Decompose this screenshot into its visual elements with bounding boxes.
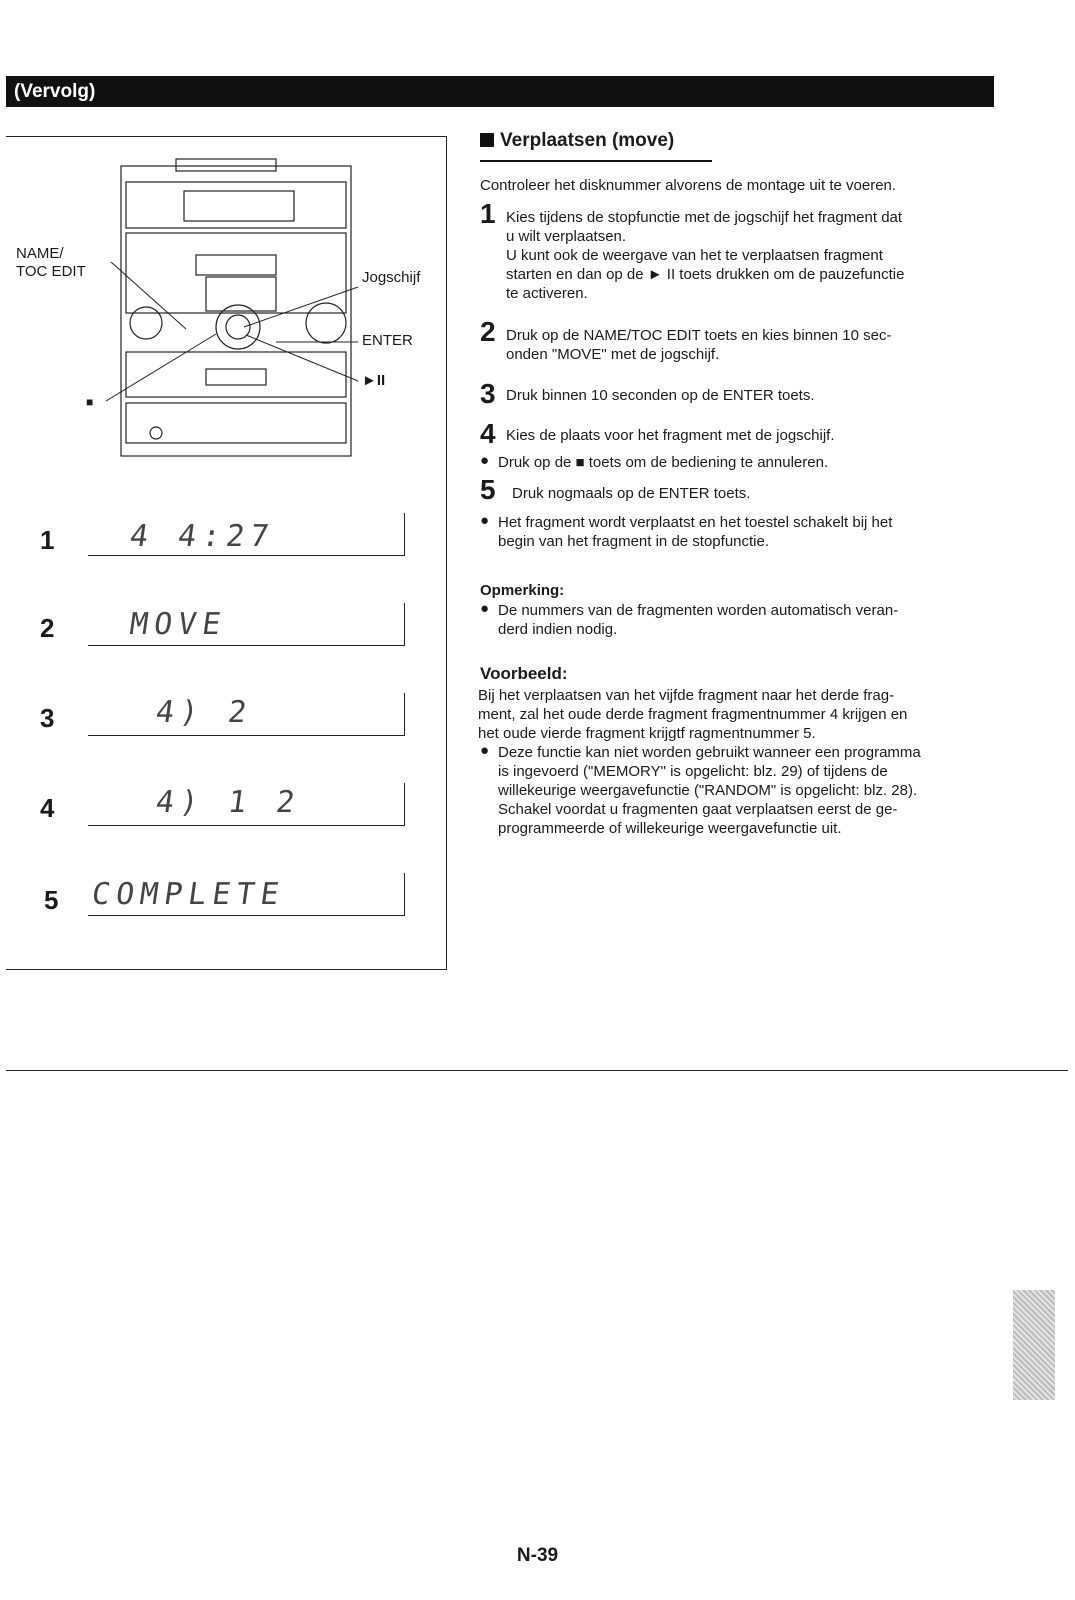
stop-label: ■ <box>86 395 94 409</box>
step-4-number: 4 <box>40 793 55 823</box>
example-bullet-icon: ● <box>480 742 490 759</box>
intro-text: Controleer het disknummer alvorens de montage uit te voeren. <box>480 177 897 194</box>
step-1-line-2: u wilt verplaatsen. <box>506 228 627 245</box>
note-title: Opmerking: <box>480 582 565 599</box>
step-3-num: 3 <box>480 378 496 409</box>
note-bullet-icon: ● <box>480 600 490 617</box>
square-icon <box>480 133 494 147</box>
step-3-display: 4) 2 <box>153 695 255 730</box>
note-line-2: derd indien nodig. <box>498 621 618 638</box>
step-2-num: 2 <box>480 316 496 347</box>
step-5-frame <box>88 873 405 916</box>
step-4-num: 4 <box>480 418 496 449</box>
step-2-number: 2 <box>40 613 55 643</box>
example-line-2: ment, zal het oude derde fragment fragmentnummer 4 krijgen en <box>478 706 908 723</box>
example-bullet-line-5: programmeerde of willekeurige weergavefunctie uit. <box>498 820 842 837</box>
section-title-underline <box>480 160 712 162</box>
name-toc-label-2: TOC EDIT <box>16 263 86 280</box>
example-line-1: Bij het verplaatsen van het vijfde fragment naar het derde frag- <box>478 687 895 704</box>
step-5-text: Druk nogmaals op de ENTER toets. <box>512 485 751 502</box>
step-1-line-1: Kies tijdens de stopfunctie met de jogschijf het fragment dat <box>506 209 903 226</box>
step-2-display: MOVE <box>127 607 229 642</box>
note-line-1: De nummers van de fragmenten worden automatisch veran- <box>498 602 899 619</box>
step-1-number: 1 <box>40 525 55 555</box>
jog-label: Jogschijf <box>362 269 421 286</box>
step-2-frame <box>88 603 405 646</box>
step-1-frame <box>88 513 405 556</box>
example-bullet-line-3: willekeurige weergavefunctie ("RANDOM" is opgelicht: blz. 28). <box>498 782 918 799</box>
name-toc-label-1: NAME/ <box>16 245 64 262</box>
header-title: (Vervolg) <box>14 81 96 102</box>
enter-label: ENTER <box>362 332 413 349</box>
example-title: Voorbeeld: <box>480 664 568 683</box>
step-1-line-5: te activeren. <box>506 285 588 302</box>
illustration-panel <box>6 136 447 970</box>
step-1-display: 4 4:27 <box>127 519 277 554</box>
step-4-frame <box>88 783 405 826</box>
step-5-number: 5 <box>44 885 59 915</box>
step-3-text: Druk binnen 10 seconden op de ENTER toets. <box>506 387 815 404</box>
step-1-num: 1 <box>480 198 496 229</box>
header-bar <box>6 76 994 107</box>
step-1-line-3: U kunt ook de weergave van het te verplaatsen fragment <box>506 247 883 264</box>
step-5-num: 5 <box>480 474 496 505</box>
step-5-display: COMPLETE <box>89 877 287 912</box>
example-bullet-line-1: Deze functie kan niet worden gebruikt wanneer een programma <box>498 744 921 761</box>
step-2-line-1: Druk op de NAME/TOC EDIT toets en kies binnen 10 sec- <box>506 327 892 344</box>
example-line-3: het oude vierde fragment krijgtf ragmentnummer 5. <box>478 725 816 742</box>
scan-artifact <box>1013 1290 1055 1400</box>
bullet-result-line-2: begin van het fragment in de stopfunctie. <box>498 533 770 550</box>
step-3-number: 3 <box>40 703 55 733</box>
step-4-display: 4) 1 2 <box>153 785 303 820</box>
bullet-cancel-text: Druk op de ■ toets om de bediening te annuleren. <box>498 454 829 471</box>
section-title-text: Verplaatsen (move) <box>500 130 675 151</box>
bullet-result-line-1: Het fragment wordt verplaatst en het toestel schakelt bij het <box>498 514 893 531</box>
bottom-rule <box>6 1070 1068 1071</box>
step-3-frame <box>88 693 405 736</box>
example-bullet-line-4: Schakel voordat u fragmenten gaat verplaatsen eerst de ge- <box>498 801 898 818</box>
step-4-text: Kies de plaats voor het fragment met de jogschijf. <box>506 427 835 444</box>
bullet-result-icon: ● <box>480 512 490 529</box>
step-2-line-2: onden "MOVE" met de jogschijf. <box>506 346 720 363</box>
step-1-line-4: starten en dan op de ► II toets drukken om de pauzefunctie <box>506 266 905 283</box>
page-number: N-39 <box>516 1545 559 1566</box>
play-pause-label: ►II <box>362 372 386 389</box>
bullet-cancel-icon: ● <box>480 452 490 469</box>
example-bullet-line-2: is ingevoerd ("MEMORY" is opgelicht: blz. 29) of tijdens de <box>498 763 888 780</box>
section-title <box>480 130 674 152</box>
